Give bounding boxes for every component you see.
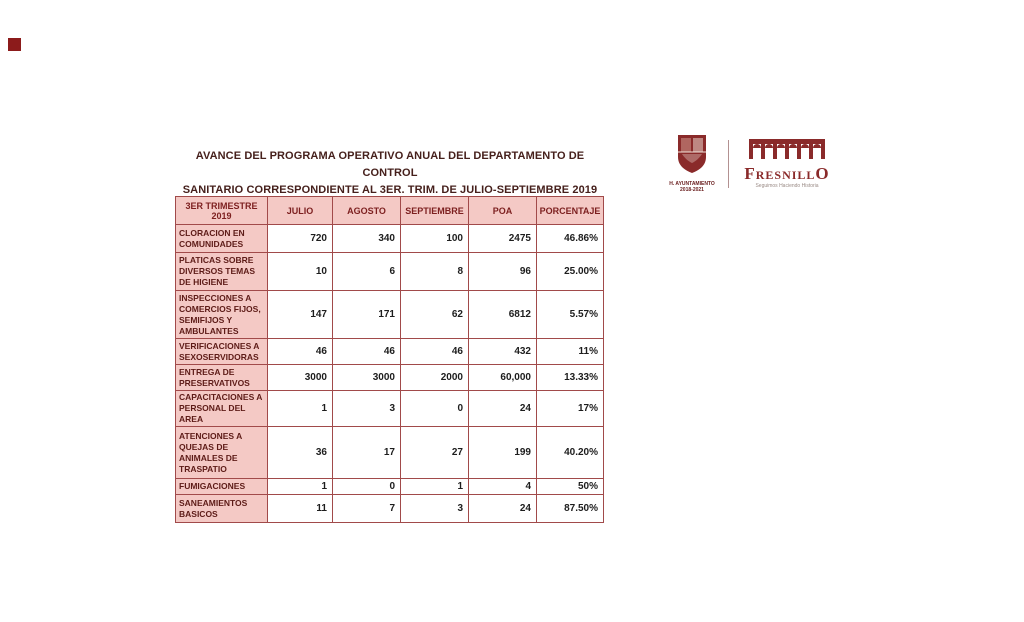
value-cell: 6812	[469, 291, 537, 339]
table-row	[176, 339, 604, 365]
value-cell: 5.57%	[537, 291, 604, 339]
crest	[666, 134, 718, 193]
column-header: POA	[469, 197, 537, 225]
table-row	[176, 253, 604, 291]
value-cell: 11	[268, 495, 333, 523]
value-cell: 100	[401, 225, 469, 253]
table-row	[176, 225, 604, 253]
table-row	[176, 291, 604, 339]
crest-shield-icon	[676, 134, 708, 179]
table-header-row	[176, 197, 604, 225]
column-header: SEPTIEMBRE	[401, 197, 469, 225]
row-label: CAPACITACIONES A PERSONAL DEL AREA	[176, 391, 268, 427]
value-cell: 24	[469, 391, 537, 427]
table-row	[176, 479, 604, 495]
value-cell: 0	[401, 391, 469, 427]
building-arches-icon	[748, 138, 826, 165]
value-cell: 8	[401, 253, 469, 291]
value-cell: 7	[333, 495, 401, 523]
crest-caption-line2: 2018-2021	[680, 187, 704, 193]
value-cell: 3000	[268, 365, 333, 391]
column-header: 3ER TRIMESTRE 2019	[176, 197, 268, 225]
logo-divider	[728, 140, 729, 188]
value-cell: 62	[401, 291, 469, 339]
value-cell: 1	[401, 479, 469, 495]
value-cell: 46.86%	[537, 225, 604, 253]
value-cell: 2000	[401, 365, 469, 391]
value-cell: 46	[333, 339, 401, 365]
value-cell: 340	[333, 225, 401, 253]
row-label: INSPECCIONES A COMERCIOS FIJOS, SEMIFIJOS Y AMBULANTES	[176, 291, 268, 339]
brand-block	[739, 138, 835, 189]
row-label: CLORACION EN COMUNIDADES	[176, 225, 268, 253]
table-row	[176, 391, 604, 427]
table-row	[176, 427, 604, 479]
value-cell: 17%	[537, 391, 604, 427]
value-cell: 87.50%	[537, 495, 604, 523]
page-title-line1: AVANCE DEL PROGRAMA OPERATIVO ANUAL DEL DEPARTAMENTO DE CONTROL	[195, 150, 585, 179]
value-cell: 46	[268, 339, 333, 365]
value-cell: 3000	[333, 365, 401, 391]
value-cell: 432	[469, 339, 537, 365]
value-cell: 2475	[469, 225, 537, 253]
value-cell: 199	[469, 427, 537, 479]
value-cell: 17	[333, 427, 401, 479]
value-cell: 46	[401, 339, 469, 365]
value-cell: 24	[469, 495, 537, 523]
value-cell: 720	[268, 225, 333, 253]
row-label: PLATICAS SOBRE DIVERSOS TEMAS DE HIGIENE	[176, 253, 268, 291]
municipal-logo	[666, 134, 835, 193]
brand-tagline: Seguimos Haciendo Historia	[755, 183, 819, 189]
poa-report-table	[175, 196, 604, 523]
value-cell: 36	[268, 427, 333, 479]
value-cell: 27	[401, 427, 469, 479]
row-label: ATENCIONES A QUEJAS DE ANIMALES DE TRASPATIO	[176, 427, 268, 479]
value-cell: 10	[268, 253, 333, 291]
page-title	[168, 148, 612, 199]
value-cell: 13.33%	[537, 365, 604, 391]
corner-mark	[8, 38, 21, 51]
page-title-line2: SANITARIO CORRESPONDIENTE AL 3ER. TRIM. DE JULIO-SEPTIEMBRE 2019	[182, 184, 598, 196]
row-label: SANEAMIENTOS BASICOS	[176, 495, 268, 523]
crest-caption-line1: H. AYUNTAMIENTO	[669, 181, 715, 187]
value-cell: 3	[333, 391, 401, 427]
row-label: VERIFICACIONES A SEXOSERVIDORAS	[176, 339, 268, 365]
brand-name: FresnillO	[744, 164, 830, 183]
value-cell: 25.00%	[537, 253, 604, 291]
value-cell: 1	[268, 479, 333, 495]
value-cell: 11%	[537, 339, 604, 365]
value-cell: 4	[469, 479, 537, 495]
crest-caption	[669, 181, 715, 193]
column-header: JULIO	[268, 197, 333, 225]
value-cell: 40.20%	[537, 427, 604, 479]
value-cell: 50%	[537, 479, 604, 495]
value-cell: 1	[268, 391, 333, 427]
value-cell: 0	[333, 479, 401, 495]
value-cell: 171	[333, 291, 401, 339]
value-cell: 3	[401, 495, 469, 523]
value-cell: 60,000	[469, 365, 537, 391]
column-header: AGOSTO	[333, 197, 401, 225]
table-row	[176, 495, 604, 523]
table-row	[176, 365, 604, 391]
row-label: ENTREGA DE PRESERVATIVOS	[176, 365, 268, 391]
value-cell: 147	[268, 291, 333, 339]
value-cell: 6	[333, 253, 401, 291]
row-label: FUMIGACIONES	[176, 479, 268, 495]
column-header: PORCENTAJE	[537, 197, 604, 225]
value-cell: 96	[469, 253, 537, 291]
